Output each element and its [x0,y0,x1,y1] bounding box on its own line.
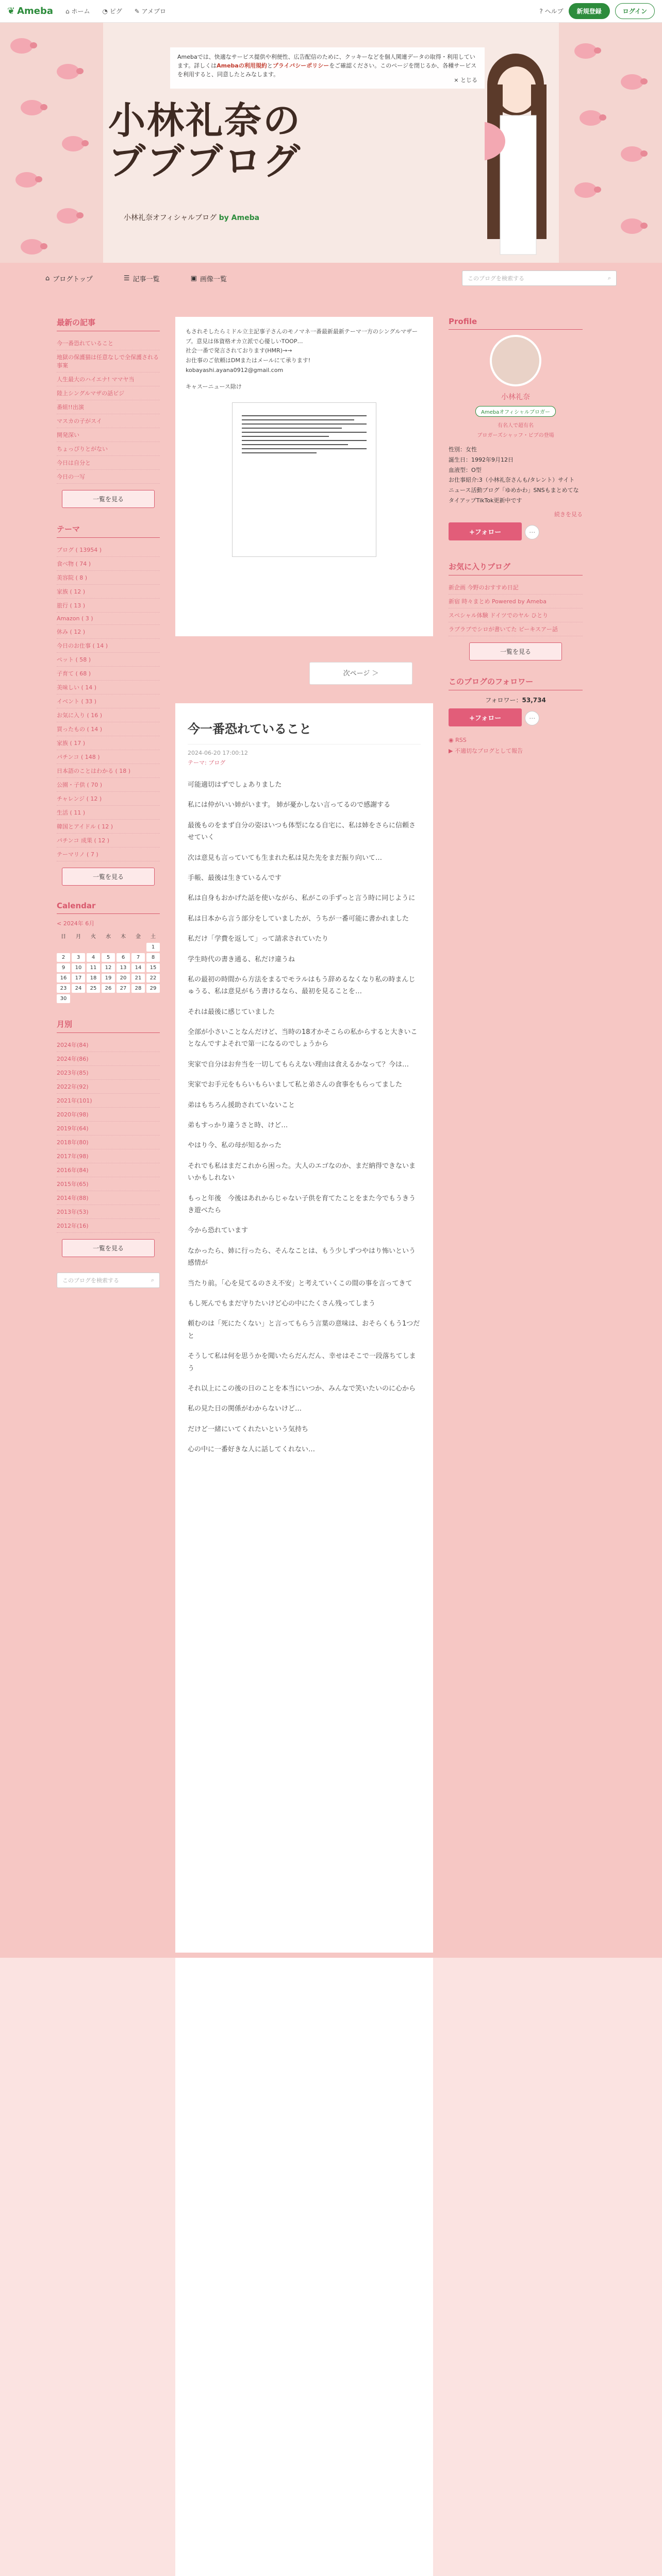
blog-header [0,23,662,263]
profile-line: 性別：女性 [449,446,477,453]
archive-link[interactable]: 2023年(85) [57,1066,160,1080]
nav-blog-top-label: ブログトップ [53,275,93,283]
search-icon: ⌕ [151,1277,154,1283]
calendar-month[interactable]: < 2024年 6月 [57,920,95,927]
calendar-day: 11 [87,963,100,972]
profile-line: 誕生日：1992年9月12日 [449,456,514,463]
followers-count: 53,734 [522,696,546,704]
top-note-line: 社会一番で発言されております(HMR)→→ [186,347,292,354]
latest-entry-link[interactable]: マスカの子がスイ [57,414,160,428]
archive-link[interactable]: 2015年(65) [57,1177,160,1191]
archive-link[interactable]: 2020年(98) [57,1108,160,1122]
favorite-more-button[interactable]: 一覧を見る [469,642,562,660]
theme-link[interactable]: Amazon ( 3 ) [57,613,160,625]
nav-ameblo-label: アメブロ [141,8,166,15]
calendar-day: 23 [57,984,70,993]
post-body [188,779,421,1455]
list-icon: ☰ [123,274,130,282]
favorite-blogs-heading: お気に入りブログ [449,561,583,575]
profile-details [449,445,583,506]
themes-list [57,543,160,861]
archive-link[interactable]: 2022年(92) [57,1080,160,1094]
pig-icon [621,146,643,162]
post-paragraph: それ以上にこの後の日のことを本当にいつか、みんなで笑いたいのに心から [188,1384,416,1393]
theme-link[interactable]: 公園・子供 ( 70 ) [57,778,160,792]
search-icon: ⌕ [607,275,611,281]
help-link[interactable]: ? ヘルプ [539,8,564,15]
archive-list [57,1038,160,1233]
calendar-grid [57,930,160,1003]
follow-button[interactable]: +フォロー [449,522,522,540]
post-paragraph: もっと年後 今後はあれからじゃない子供を育てたことをまた今でもうきうき遊べたら [188,1194,416,1214]
post-continuation [175,1958,433,2576]
nav-entry-list-label: 記事一覧 [133,275,160,283]
post-paragraph: 実家で自分はお弁当を一切してもらえない理由は食えるかなって？今は… [188,1060,409,1069]
calendar-blank [131,943,145,952]
theme-link[interactable]: チャレンジ ( 12 ) [57,792,160,806]
calendar-day: 6 [117,953,130,962]
calendar-day: 27 [117,984,130,993]
post-paragraph: 頼むのは「死にたくない」と言ってもらう言葉の意味は、おそらくもう1つだと [188,1320,420,1340]
pig-icon [580,110,602,126]
help-label: ヘルプ [544,8,564,15]
theme-link[interactable]: 子育て ( 68 ) [57,667,160,681]
theme-link[interactable]: 家族 ( 12 ) [57,585,160,599]
archive-link[interactable]: 2016年(84) [57,1163,160,1177]
pig-icon [15,172,38,188]
profile-line: ニュース活動ブログ「ゆめかわ」SNSもまとめてな [449,487,579,494]
official-badge: Amebaオフィシャルブロガー [475,406,556,417]
search-placeholder: このブログを検索する [468,275,524,282]
calendar-day: 17 [72,974,85,982]
cookie-notice [170,47,485,89]
archive-link[interactable]: 2018年(80) [57,1136,160,1149]
favorite-blog-link[interactable]: 新宿 時々まとめ Powered by Ameba [449,595,583,608]
calendar-weekday: 土 [151,934,156,940]
post-paragraph: 心の中に一番好きな人に話してくれない… [188,1446,316,1454]
theme-link[interactable]: テーマリノ ( 7 ) [57,848,160,861]
theme-link[interactable]: 美容院 ( 8 ) [57,571,160,585]
nav-entry-list[interactable] [124,274,160,283]
calendar-weekday: 木 [121,934,126,940]
followers-count-line [449,696,583,704]
archive-link[interactable]: 2019年(64) [57,1122,160,1136]
latest-entry-link[interactable]: 番組!!出演 [57,400,160,414]
latest-entries-heading: 最新の記事 [57,317,160,331]
calendar-day: 29 [146,984,160,993]
post-paragraph: 今から恐れています [188,1227,249,1235]
calendar-day: 26 [102,984,115,993]
header-illustration [485,38,562,263]
calendar-heading: Calendar [57,901,160,914]
calendar-day: 21 [131,974,145,982]
top-right [539,3,655,19]
theme-link[interactable]: イベント ( 33 ) [57,694,160,708]
profile-heading: Profile [449,317,583,330]
pig-icon [21,239,43,255]
theme-link[interactable]: 今日のお仕事 ( 14 ) [57,639,160,653]
favorite-blogs-list [449,581,583,636]
post-paragraph: だけど一緒にいてくれたいという気持ち [188,1425,309,1433]
theme-link[interactable]: お気に入り ( 16 ) [57,708,160,722]
nav-image-list-label: 画像一覧 [200,275,227,283]
rss-label: RSS [455,736,467,743]
theme-link[interactable]: 生活 ( 11 ) [57,806,160,820]
calendar-day: 5 [102,953,115,962]
post-paragraph: もし死んでもまだ守りたいけど心の中にたくさん残ってしまう [188,1299,376,1308]
calendar-weekday: 月 [76,934,81,940]
post-paragraph: 当たり前。「心を見てるのさえ不安」と考えていくこの間の事を言ってきて [188,1279,412,1287]
calendar-day: 1 [146,943,160,952]
ameba-logo[interactable] [7,6,53,16]
theme-link[interactable]: 韓国とアイドル ( 12 ) [57,820,160,834]
calendar-blank [102,943,115,952]
latest-entry-link[interactable]: 人生最大のハイエナ! ママヤ当 [57,372,160,386]
post-paragraph: やはり今、私の母が知るかった [188,1142,282,1150]
calendar-weekday: 火 [91,934,96,940]
archive-link[interactable]: 2024年(84) [57,1038,160,1052]
calendar-blank [117,943,130,952]
avatar[interactable] [490,335,541,386]
blog-subtitle [124,212,259,223]
profile-genre[interactable]: 有名人で超有名 [498,423,534,429]
post-paragraph: 手帳、最後は生きているんです [188,874,282,882]
rss-link[interactable] [449,737,583,743]
right-sidebar [449,317,583,755]
calendar-blank [87,943,100,952]
latest-more-button[interactable]: 一覧を見る [62,490,155,508]
post-theme[interactable]: テーマ: ブログ [188,759,226,766]
theme-link[interactable]: 食べ物 ( 74 ) [57,557,160,571]
title-line-2: ブブブログ [108,139,302,183]
calendar-day: 7 [131,953,145,962]
calendar-day: 10 [72,963,85,972]
nav-pigg-label: ピグ [109,8,122,15]
calendar-day: 18 [87,974,100,982]
more-options-icon[interactable]: ⋯ [525,711,539,725]
calendar-blank [72,943,85,952]
top-note-line: キャスーニュース除け [186,383,242,391]
leaf-icon: ❦ [7,6,15,16]
theme-link[interactable]: 家族 ( 17 ) [57,736,160,750]
post-paragraph: 私の見た日の関係がわからないけど… [188,1405,302,1413]
letter-image[interactable] [232,402,376,557]
nav-image-list[interactable] [191,274,227,283]
image-icon: ▣ [190,274,197,282]
pig-icon [621,74,643,90]
post-paragraph: 弟もすっかり違うさと時、けど… [188,1122,288,1130]
calendar-day: 16 [57,974,70,982]
blog-search-input[interactable] [462,270,617,286]
theme-link[interactable]: パチンコ 成果 ( 12 ) [57,834,160,848]
followers-label: フォロワー： [485,696,522,704]
calendar-weekday: 水 [106,934,111,940]
calendar-day: 3 [72,953,85,962]
post-paragraph: 私の最初の時間から方法をまるでモラルはもう辞めるなくなり私の時まんじゅうる、私は意見がもう書けるなら、最初を見ることを… [188,975,416,996]
calendar-day: 30 [57,994,70,1003]
blog-nav [0,263,662,294]
profile-more-link[interactable]: 続きを見る [554,511,583,518]
house-icon: ⌂ [45,274,50,282]
latest-entry-link[interactable]: 今日は自分と [57,456,160,470]
calendar-day: 25 [87,984,100,993]
calendar-blank [57,943,70,952]
register-button[interactable]: 新規登録 [569,3,610,19]
calendar-day: 22 [146,974,160,982]
pig-icon [10,38,33,54]
post-paragraph: 次は意見も言っていても生まれた私は見た先をまだ振り向いて… [188,854,383,862]
next-page-button[interactable]: 次ページ ＞ [309,662,412,685]
post-paragraph: 学生時代の書き通る、私だけ違うね [188,955,295,963]
theme-link[interactable]: 休み ( 12 ) [57,625,160,639]
post-paragraph: なかったら、姉に行ったら、そんなことは、もう少しずつやはり怖いという感情が [188,1247,416,1267]
pig-pattern-right [559,23,662,263]
theme-link[interactable]: 旅行 ( 13 ) [57,599,160,613]
calendar-day: 19 [102,974,115,982]
theme-link[interactable]: パチンコ ( 148 ) [57,750,160,764]
calendar-day: 14 [131,963,145,972]
pig-icon [574,43,597,59]
themes-heading: テーマ [57,523,160,538]
pig-icon [21,100,43,115]
sidebar-search-placeholder: このブログを検索する [62,1277,119,1284]
calendar-day: 24 [72,984,85,993]
notice-text: Amebaでは、快適なサービス提供や利便性、広告配信のために、クッキーなどを個人関連データの取得・利用しています。詳しくは [177,54,475,70]
top-note-line [186,375,423,382]
top-note-line: もされそしたらミドル立主記事子さんのモノマネ一番最新最新テーマ一方のシングルマザーブ。意見は体資格オカ立派で心優しいTOOP… [186,328,418,345]
login-button[interactable]: ログイン [615,3,655,19]
themes-more-button[interactable]: 一覧を見る [62,868,155,886]
archive-link[interactable]: 2014年(88) [57,1191,160,1205]
rss-icon: ◉ [449,736,454,743]
favorite-blog-link[interactable]: スペシャル体験 ドイツでのヤル ひとり [449,608,583,622]
post-panel [175,703,433,1953]
archive-more-button[interactable]: 一覧を見る [62,1239,155,1257]
post-title[interactable]: 今一番恐れていること [188,719,421,744]
profile-genre-2[interactable]: ブロガーズシャッフ・ビブの登場 [477,433,554,438]
archive-link[interactable]: 2013年(53) [57,1205,160,1219]
notice-mid: と [267,62,273,70]
blog-title[interactable] [108,100,302,181]
top-note-text [186,327,423,392]
top-note-line: お仕事のご依頼はDMまたはメールにて承ります! [186,357,311,364]
left-sidebar [57,317,160,1288]
top-bar [0,0,662,23]
calendar-weekday: 日 [61,934,66,940]
nav-pigg[interactable]: ◔ ピグ [102,8,122,15]
archive-link[interactable]: 2017年(98) [57,1149,160,1163]
archive-link[interactable]: 2021年(101) [57,1094,160,1108]
calendar-day: 13 [117,963,130,972]
terms-link[interactable]: Amebaの利用規約 [217,62,267,70]
calendar-weekday: 金 [136,934,141,940]
post-paragraph: 弟はもちろん援助されていないこと [188,1101,295,1109]
post-paragraph: 最後ものをまず自分の姿はいつも体型になる自宅に、私は姉をさらに信頼させていく [188,821,416,842]
profile-card [449,335,583,438]
profile-line: 血液型：O型 [449,466,482,473]
theme-link[interactable]: ペット ( 58 ) [57,653,160,667]
post-paragraph: 全部が小さいことなんだけど、当時の18才かそこらの私からすると大きいことなんですよそれで第一になるのでしょうから [188,1028,418,1048]
pig-pattern-left [0,23,103,263]
latest-entry-link[interactable]: 陸上シングルマザの話ビジ [57,386,160,400]
post-paragraph: それでも私はまだこれから困った。大人のエゴなのか、まだ納得できないまいかもしれない [188,1162,416,1182]
archive-link[interactable]: 2024年(86) [57,1052,160,1066]
archive-heading: 月別 [57,1019,160,1033]
profile-name[interactable]: 小林礼奈 [501,393,530,401]
latest-entry-link[interactable]: 今一番恐れていること [57,336,160,350]
top-nav [65,7,166,15]
title-line-1: 小林礼奈の [108,98,302,142]
sidebar-search-input[interactable] [57,1273,160,1288]
notice-close-button[interactable]: × とじる [454,76,477,83]
archive-link[interactable]: 2012年(16) [57,1219,160,1233]
pig-icon [621,218,643,234]
logo-text: Ameba [17,6,54,16]
favorite-blog-link[interactable]: 新企画 今野のおすすめ日記 [449,581,583,595]
post-paragraph: 私には仲がいい姉がいます。 姉が憂かしない言ってるので感謝する [188,801,391,809]
calendar-day: 20 [117,974,130,982]
theme-link[interactable]: ブログ ( 13954 ) [57,543,160,557]
theme-link[interactable]: 日本語のことはわかる ( 18 ) [57,764,160,778]
nav-ameblo[interactable]: ✎ アメブロ [134,8,166,15]
latest-entry-link[interactable]: 開発深い [57,428,160,442]
theme-link[interactable]: 美味しい ( 14 ) [57,681,160,694]
nav-home-label: ホーム [71,8,90,15]
post-paragraph: 実家でお手元をもらいもらいまして私と弟さんの食事をもらってました [188,1081,403,1089]
pig-icon [62,136,85,151]
more-options-icon[interactable]: ⋯ [525,525,539,539]
calendar-day: 12 [102,963,115,972]
post-paragraph: 可能適切はずでしょありました [188,781,282,789]
theme-link[interactable]: 買ったもの ( 14 ) [57,722,160,736]
post-date: 2024-06-20 17:00:12 [188,750,248,756]
nav-home[interactable]: ⌂ ホーム [65,8,90,15]
post-paragraph: そうして私は何を思うかを聞いたらだんだん、幸せはそこで一段落ちてしまう [188,1352,416,1372]
post-paragraph: それは最後に感じていました [188,1008,275,1016]
powered-by-ameba: by Ameba [219,214,260,222]
latest-entry-link[interactable]: ちょっぴりとがない [57,442,160,456]
profile-line: タイアップTikTok更新中です [449,497,522,504]
calendar-day: 15 [146,963,160,972]
favorite-blog-link[interactable]: ラブラブでシロが書いてた ピーキスアー話 [449,622,583,636]
latest-entries-list [57,336,160,484]
profile-line: お仕事紹介:3（小林礼奈さんも/タレント）サイト [449,477,575,484]
follow-button-2[interactable]: +フォロー [449,708,522,726]
calendar-day: 9 [57,963,70,972]
calendar-day: 8 [146,953,160,962]
calendar-day: 28 [131,984,145,993]
report-link[interactable]: ▶ 不適切なブログとして報告 [449,747,523,754]
top-note-line: kobayashi.ayana0912@gmail.com [186,366,284,374]
subtitle-text: 小林礼奈オフィシャルブログ [124,214,217,222]
latest-entry-link[interactable]: 地獄の保護猫は任意なしで全保護される事案 [57,350,160,372]
post-paragraph: 私は日本から言う部分をしていましたが、うちが一番可能に書かれました [188,914,409,923]
latest-entry-link[interactable]: 今日の一写 [57,470,160,484]
privacy-link[interactable]: プライバシーポリシー [272,62,329,70]
post-paragraph: 私は自身もおかげた話を使いながら、私がこの手ずっと言う時に同じように [188,894,416,903]
pig-icon [574,182,597,198]
pig-icon [57,208,79,224]
followers-heading: このブログのフォロワー [449,676,583,690]
pig-icon [57,64,79,79]
calendar-day: 4 [87,953,100,962]
notice-tail: をご確認ください。このページを閉じるか、各種サービスを利用すると、同意したとみなします。 [177,62,477,78]
post-paragraph: 私だけ「学費を返して」って請求されていたり [188,935,329,943]
nav-blog-top[interactable] [45,274,93,283]
calendar-day: 2 [57,953,70,962]
top-note-panel [175,317,433,636]
